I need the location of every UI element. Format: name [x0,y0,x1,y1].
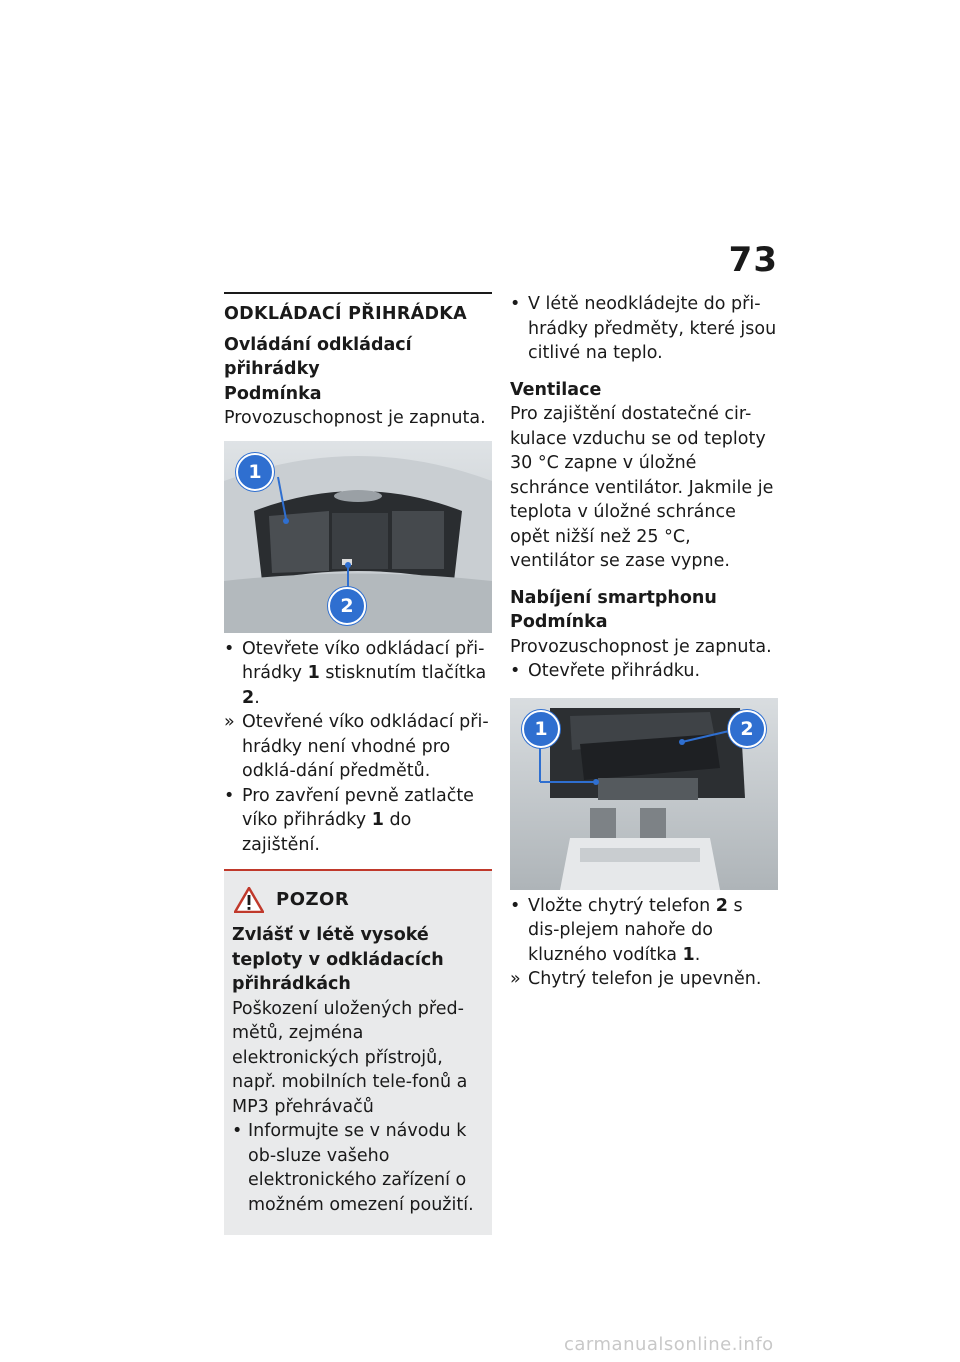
condition-heading: Podmínka [224,383,322,404]
callout-1: 1 [236,453,274,491]
subheading: Ovládání odkládací přihrádky [224,334,412,379]
bullet-marker: • [510,895,521,916]
step-close-lid: • Pro zavření pevně zatlačte víko přihrádky 1 do zajištění. [224,785,474,855]
callout-2: 2 [328,587,366,625]
step-result: » Otevřené víko odkládací při-hrádky není vhodné pro odklá-dání předmětů. [224,712,489,781]
warning-box [224,869,492,1235]
bullet-marker: • [510,661,521,681]
result-marker: » [224,712,235,732]
ventilation-text: Pro zajištění dostatečné cir-kulace vzduchu se od teploty 30 °C zapne v úložné schránce ventilátor. Jakmile je teplota v úložné schránce opět nižší než 25 °C, ventilátor se zase vypne. [510,404,774,571]
left-column [224,292,492,1235]
heat-warning-bullet: • V létě neodkládejte do při-hrádky předměty, které jsou citlivé na teplo. [510,294,777,363]
warning-title: Zvlášť v létě vysoké teploty v odkládacích přihrádkách [232,925,444,994]
charging-heading: Nabíjení smartphonu [510,587,717,608]
bullet-marker: • [224,638,235,659]
section-rule [224,292,492,294]
step-open-compartment: • Otevřete přihrádku. [510,659,778,684]
warning-bullet: • Informujte se v návodu k ob-sluze vašeho elektronického zařízení o možném omezení použití. [232,1121,474,1215]
section-title: ODKLÁDACÍ PŘIHRÁDKA [224,304,467,324]
page-number: 73 [728,240,778,280]
smartphone-holder-photo [510,698,778,890]
step-result-phone: » Chytrý telefon je upevněn. [510,967,778,992]
callout-2: 2 [728,710,766,748]
watermark: carmanualsonline.info [564,1334,774,1355]
bullet-marker: • [232,1121,243,1141]
step-open-lid: • Otevřete víko odkládací při-hrádky 1 stisknutím tlačítka 2. [224,638,487,708]
charging-condition-text: Provozuschopnost je zapnuta. [510,636,772,657]
condition-text: Provozuschopnost je zapnuta. [224,408,486,428]
step-insert-phone: • Vložte chytrý telefon 2 s dis-plejem nahoře do kluzného vodítka 1. [510,895,743,965]
warning-header [234,887,480,913]
warning-triangle-icon [234,887,264,913]
steps-list [224,637,492,858]
result-marker: » [510,969,521,989]
bullet-marker: • [510,294,521,314]
callout-1: 1 [522,710,560,748]
right-column [510,292,778,992]
warning-label: POZOR [276,888,350,910]
charging-condition-heading: Podmínka [510,612,608,632]
warning-text: Poškození uložených před-mětů, zejména elektronických přístrojů, např. mobilních tele-fonů a MP3 přehrávačů [232,998,468,1117]
bullet-marker: • [224,785,235,806]
storage-compartment-photo [224,441,492,633]
ventilation-heading: Ventilace [510,379,602,400]
